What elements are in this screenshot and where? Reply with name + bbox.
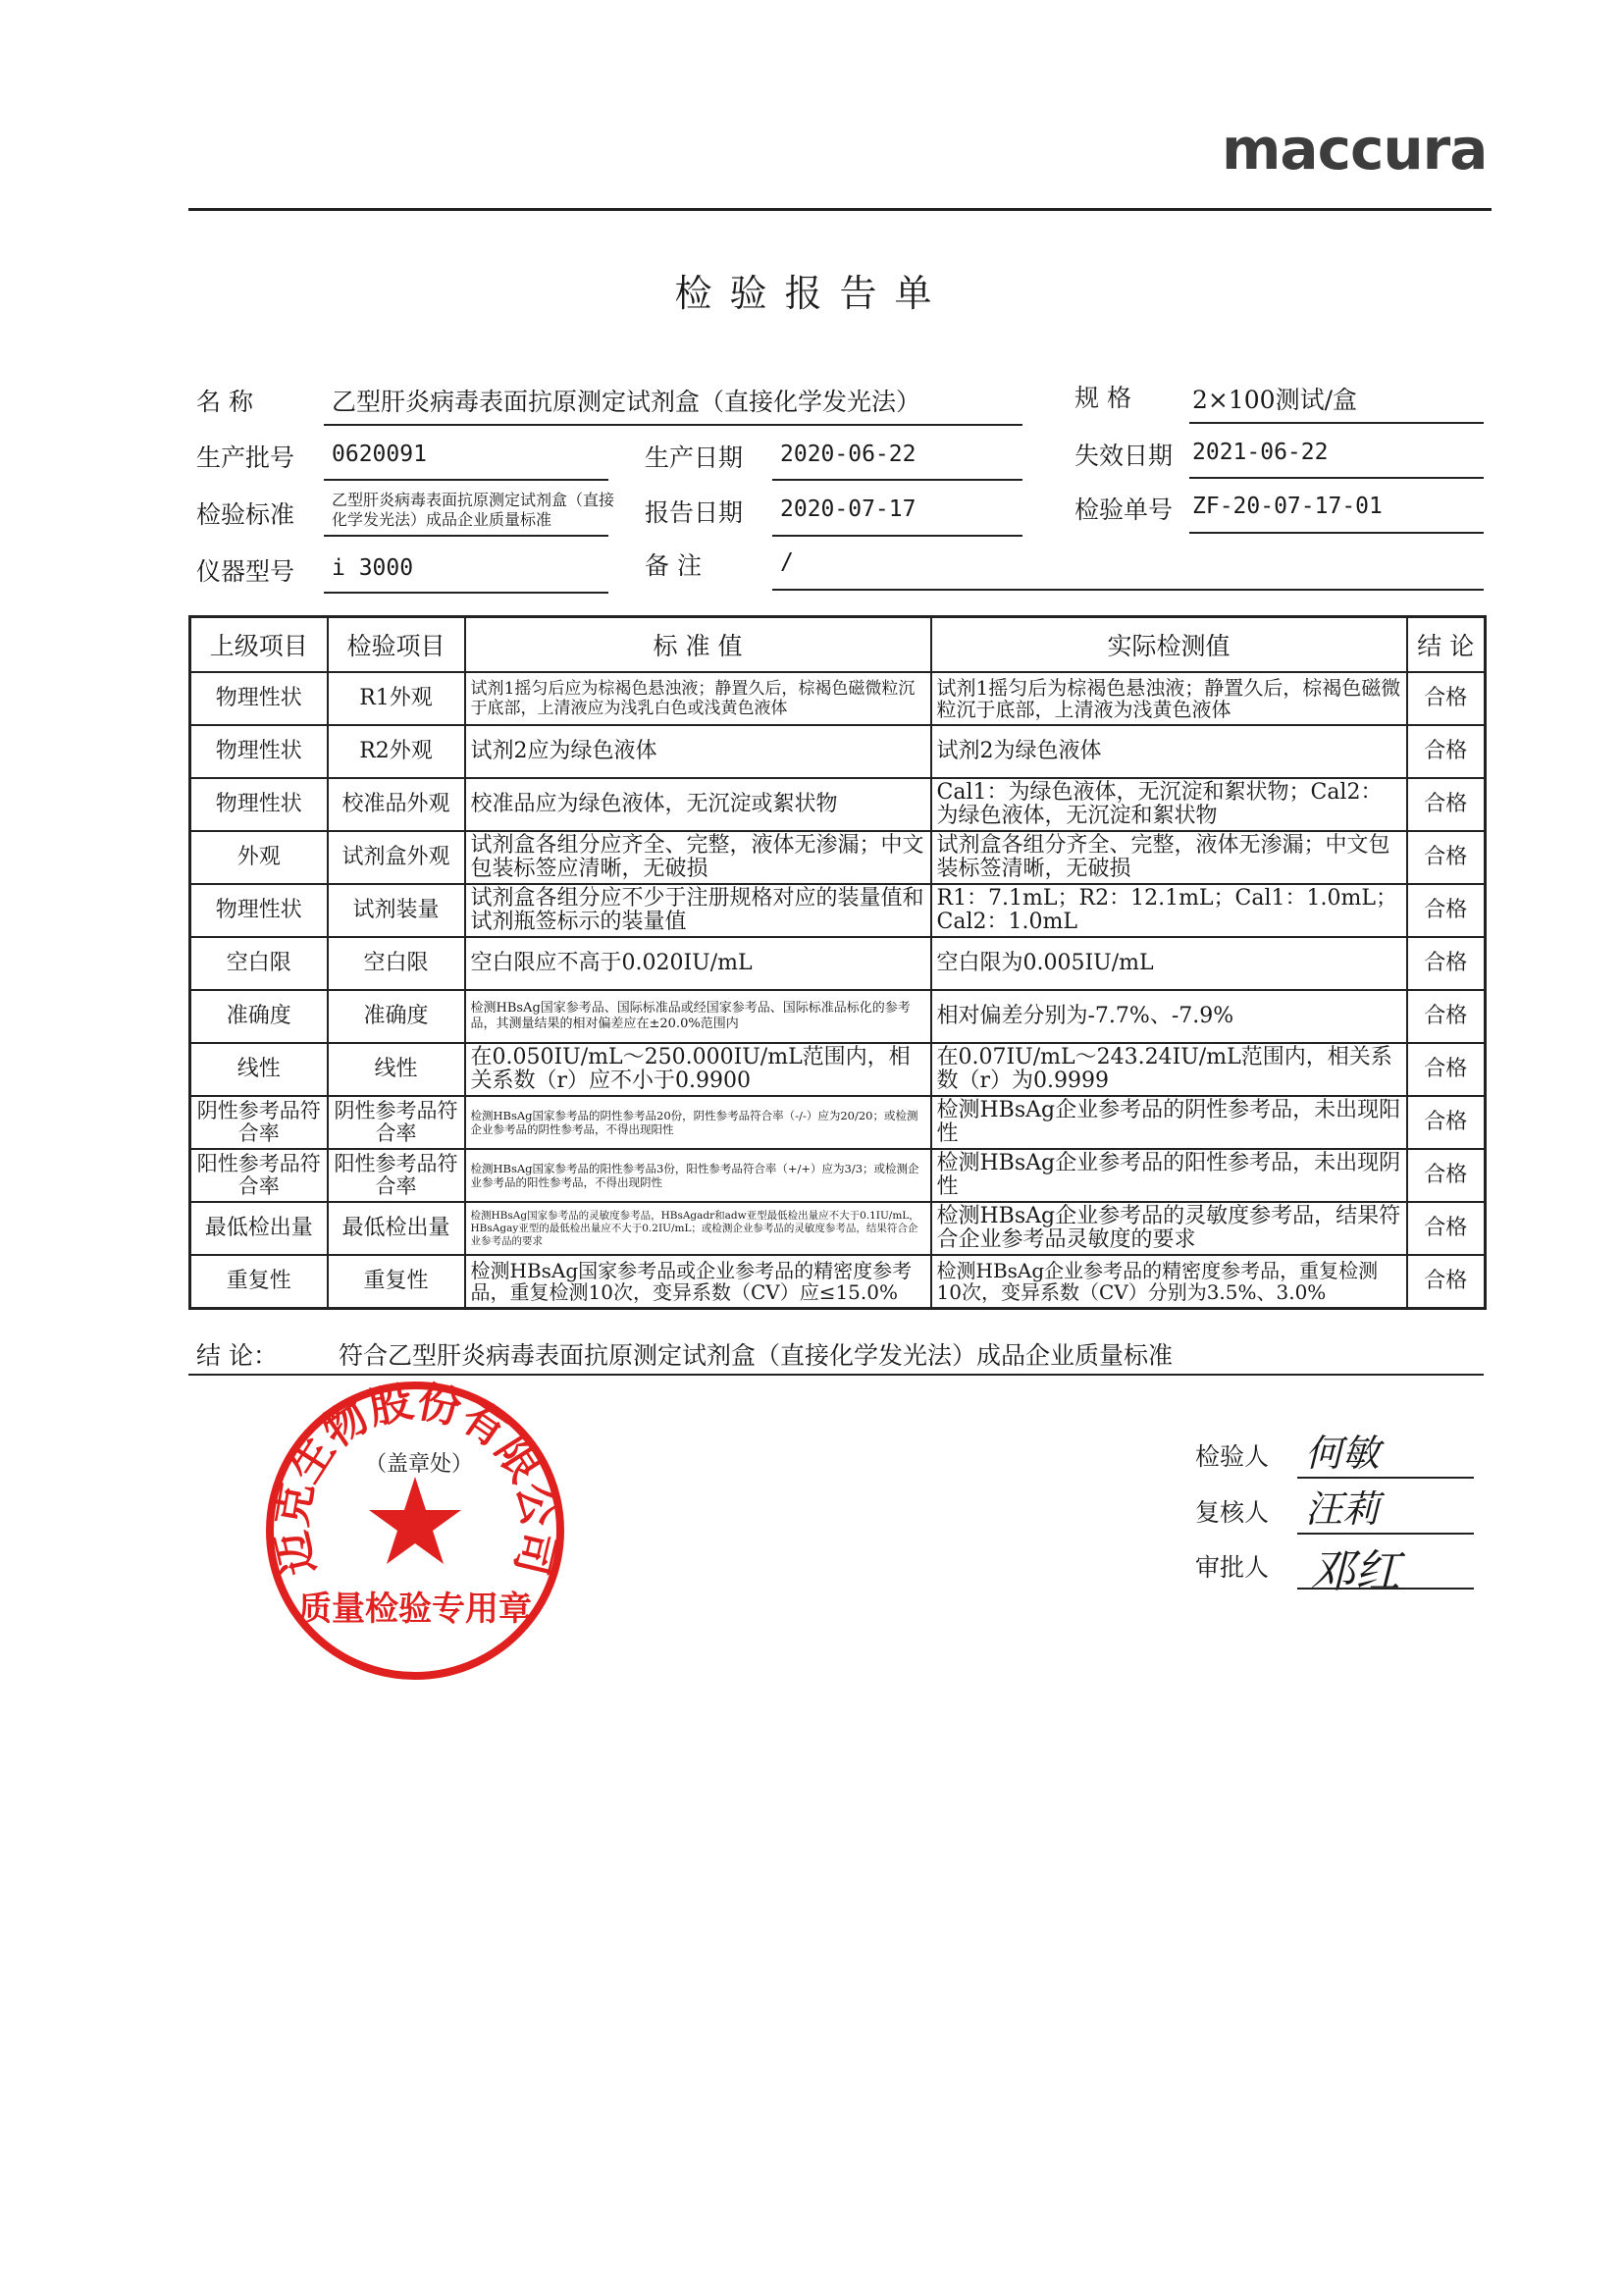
company-seal — [263, 1379, 567, 1683]
conclusion-label: 结 论： — [196, 1341, 278, 1370]
row-actual: 空白限为0.005IU/mL — [931, 937, 1407, 990]
row-item: 校准品外观 — [328, 778, 465, 831]
row-parent: 空白限 — [190, 937, 328, 990]
row-parent: 阴性参考品符合率 — [190, 1096, 328, 1149]
table-row — [190, 831, 1486, 884]
batch-value: 0620091 — [332, 442, 427, 467]
row-actual: 检测HBsAg企业参考品的精密度参考品，重复检测10次，变异系数（CV）分别为3.5%、3.0% — [931, 1255, 1407, 1309]
conclusion-underline — [188, 1374, 1484, 1376]
row-parent: 物理性状 — [190, 884, 328, 937]
col-header-actual: 实际检测值 — [931, 617, 1407, 673]
prod-date-underline — [772, 479, 1022, 481]
standard-underline — [324, 535, 608, 537]
row-item: R2外观 — [328, 725, 465, 778]
table-row — [190, 937, 1486, 990]
row-item: 阳性参考品符合率 — [328, 1149, 465, 1202]
standard-label: 检验标准 — [196, 500, 295, 529]
row-result: 合格 — [1407, 1043, 1486, 1096]
row-standard: 试剂1摇匀后应为棕褐色悬浊液；静置久后，棕褐色磁微粒沉于底部，上清液应为浅乳白色或浅黄色液体 — [465, 672, 931, 725]
row-standard: 检测HBsAg国家参考品的灵敏度参考品，HBsAgadr和adw亚型最低检出量应不大于0.1IU/mL，HBsAgay亚型的最低检出量应不大于0.2IU/mL；或检测企业参考品的灵敏度参考品，结果符合企业参考品的要求 — [465, 1202, 931, 1255]
report-no-underline — [1189, 532, 1484, 534]
prod-date-value: 2020-06-22 — [780, 442, 917, 467]
table-row — [190, 1149, 1486, 1202]
report-date-label: 报告日期 — [645, 498, 744, 527]
row-item: 空白限 — [328, 937, 465, 990]
report-date-value: 2020-07-17 — [780, 496, 917, 522]
inspector-signature: 何敏 — [1305, 1432, 1381, 1475]
row-standard: 检测HBsAg国家参考品、国际标准品或经国家参考品、国际标准品标化的参考品，其测量结果的相对偏差应在±20.0%范围内 — [465, 990, 931, 1043]
conclusion-text: 符合乙型肝炎病毒表面抗原测定试剂盒（直接化学发光法）成品企业质量标准 — [339, 1341, 1174, 1370]
row-standard: 试剂盒各组分应不少于注册规格对应的装量值和试剂瓶签标示的装量值 — [465, 884, 931, 937]
row-standard: 试剂盒各组分应齐全、完整，液体无渗漏；中文包装标签应清晰，无破损 — [465, 831, 931, 884]
row-result: 合格 — [1407, 778, 1486, 831]
row-result: 合格 — [1407, 990, 1486, 1043]
row-parent: 准确度 — [190, 990, 328, 1043]
row-parent: 最低检出量 — [190, 1202, 328, 1255]
row-parent: 外观 — [190, 831, 328, 884]
reviewer-label: 复核人 — [1195, 1498, 1270, 1527]
row-actual: 试剂2为绿色液体 — [931, 725, 1407, 778]
row-actual: 检测HBsAg企业参考品的阴性参考品，未出现阳性 — [931, 1096, 1407, 1149]
row-actual: 在0.07IU/mL～243.24IU/mL范围内，相关系数（r）为0.9999 — [931, 1043, 1407, 1096]
table-row — [190, 1202, 1486, 1255]
star-icon — [369, 1477, 461, 1564]
col-header-result: 结 论 — [1407, 617, 1486, 673]
row-result: 合格 — [1407, 672, 1486, 725]
table-row — [190, 1043, 1486, 1096]
row-result: 合格 — [1407, 1149, 1486, 1202]
row-parent: 物理性状 — [190, 778, 328, 831]
remark-value: / — [780, 549, 794, 575]
row-parent: 物理性状 — [190, 725, 328, 778]
seal-note: （盖章处） — [365, 1452, 474, 1477]
table-row — [190, 672, 1486, 725]
report-no-label: 检验单号 — [1074, 495, 1174, 524]
seal-dept-text: 质量检验专用章 — [298, 1590, 532, 1629]
remark-underline — [772, 589, 1484, 591]
row-standard: 检测HBsAg国家参考品或企业参考品的精密度参考品，重复检测10次，变异系数（CV）应≤15.0% — [465, 1255, 931, 1309]
row-parent: 阳性参考品符合率 — [190, 1149, 328, 1202]
reviewer-signature: 汪莉 — [1305, 1487, 1381, 1531]
name-underline — [324, 424, 1022, 426]
spec-underline — [1189, 422, 1484, 424]
inspector-label: 检验人 — [1195, 1442, 1270, 1471]
header-rule — [188, 208, 1492, 211]
table-header-row — [190, 617, 1486, 673]
report-no-value: ZF-20-07-17-01 — [1192, 494, 1383, 519]
col-header-item: 检验项目 — [328, 617, 465, 673]
row-actual: 试剂1摇匀后为棕褐色悬浊液；静置久后，棕褐色磁微粒沉于底部，上清液为浅黄色液体 — [931, 672, 1407, 725]
row-item: 阴性参考品符合率 — [328, 1096, 465, 1149]
name-label: 名 称 — [196, 388, 253, 416]
maccura-logo: maccura — [1222, 116, 1488, 182]
row-result: 合格 — [1407, 884, 1486, 937]
seal-org-text: 迈克生物股份有限公司 — [266, 1379, 564, 1581]
table-row — [190, 1255, 1486, 1309]
instrument-value: i 3000 — [332, 555, 414, 581]
row-actual: R1：7.1mL；R2：12.1mL；Cal1：1.0mL；Cal2：1.0mL — [931, 884, 1407, 937]
row-actual: 相对偏差分别为-7.7%、-7.9% — [931, 990, 1407, 1043]
batch-underline — [324, 479, 608, 481]
spec-value: 2×100测试/盒 — [1192, 386, 1357, 414]
row-standard: 在0.050IU/mL～250.000IU/mL范围内，相关系数（r）应不小于0.9900 — [465, 1043, 931, 1096]
row-result: 合格 — [1407, 1096, 1486, 1149]
row-standard: 空白限应不高于0.020IU/mL — [465, 937, 931, 990]
row-actual: Cal1：为绿色液体，无沉淀和絮状物；Cal2：为绿色液体，无沉淀和絮状物 — [931, 778, 1407, 831]
row-standard: 检测HBsAg国家参考品的阴性参考品20份，阴性参考品符合率（-/-）应为20/20；或检测企业参考品的阴性参考品，不得出现阳性 — [465, 1096, 931, 1149]
document-title: 检验报告单 — [674, 272, 950, 315]
row-actual: 检测HBsAg企业参考品的阳性参考品，未出现阴性 — [931, 1149, 1407, 1202]
row-item: 重复性 — [328, 1255, 465, 1309]
reviewer-line — [1297, 1533, 1474, 1535]
row-standard: 校准品应为绿色液体，无沉淀或絮状物 — [465, 778, 931, 831]
table-row — [190, 725, 1486, 778]
inspection-table — [188, 615, 1487, 1310]
row-standard: 检测HBsAg国家参考品的阳性参考品3份，阳性参考品符合率（+/+）应为3/3；或检测企业参考品的阳性参考品，不得出现阴性 — [465, 1149, 931, 1202]
standard-value: 乙型肝炎病毒表面抗原测定试剂盒（直接化学发光法）成品企业质量标准 — [332, 491, 615, 529]
exp-date-underline — [1189, 477, 1484, 479]
row-actual: 试剂盒各组分齐全、完整，液体无渗漏；中文包装标签清晰，无破损 — [931, 831, 1407, 884]
row-item: 线性 — [328, 1043, 465, 1096]
row-parent: 线性 — [190, 1043, 328, 1096]
exp-date-value: 2021-06-22 — [1192, 440, 1329, 465]
table-row — [190, 990, 1486, 1043]
table-row — [190, 778, 1486, 831]
row-result: 合格 — [1407, 1255, 1486, 1309]
row-parent: 重复性 — [190, 1255, 328, 1309]
row-parent: 物理性状 — [190, 672, 328, 725]
row-result: 合格 — [1407, 937, 1486, 990]
approver-signature: 邓红 — [1310, 1544, 1400, 1597]
name-value: 乙型肝炎病毒表面抗原测定试剂盒（直接化学发光法） — [332, 388, 921, 416]
col-header-standard: 标 准 值 — [465, 617, 931, 673]
approver-line — [1297, 1588, 1474, 1590]
instrument-label: 仪器型号 — [196, 557, 295, 586]
remark-label: 备 注 — [645, 551, 702, 580]
row-item: 准确度 — [328, 990, 465, 1043]
row-result: 合格 — [1407, 1202, 1486, 1255]
report-date-underline — [772, 535, 1022, 537]
batch-label: 生产批号 — [196, 443, 295, 472]
row-result: 合格 — [1407, 831, 1486, 884]
row-actual: 检测HBsAg企业参考品的灵敏度参考品，结果符合企业参考品灵敏度的要求 — [931, 1202, 1407, 1255]
row-item: 最低检出量 — [328, 1202, 465, 1255]
row-item: 试剂装量 — [328, 884, 465, 937]
approver-label: 审批人 — [1195, 1553, 1270, 1582]
table-row — [190, 884, 1486, 937]
exp-date-label: 失效日期 — [1074, 442, 1174, 470]
row-item: R1外观 — [328, 672, 465, 725]
prod-date-label: 生产日期 — [645, 443, 744, 472]
spec-label: 规 格 — [1074, 384, 1131, 412]
row-standard: 试剂2应为绿色液体 — [465, 725, 931, 778]
row-item: 试剂盒外观 — [328, 831, 465, 884]
table-row — [190, 1096, 1486, 1149]
col-header-parent: 上级项目 — [190, 617, 328, 673]
instrument-underline — [324, 592, 608, 594]
row-result: 合格 — [1407, 725, 1486, 778]
